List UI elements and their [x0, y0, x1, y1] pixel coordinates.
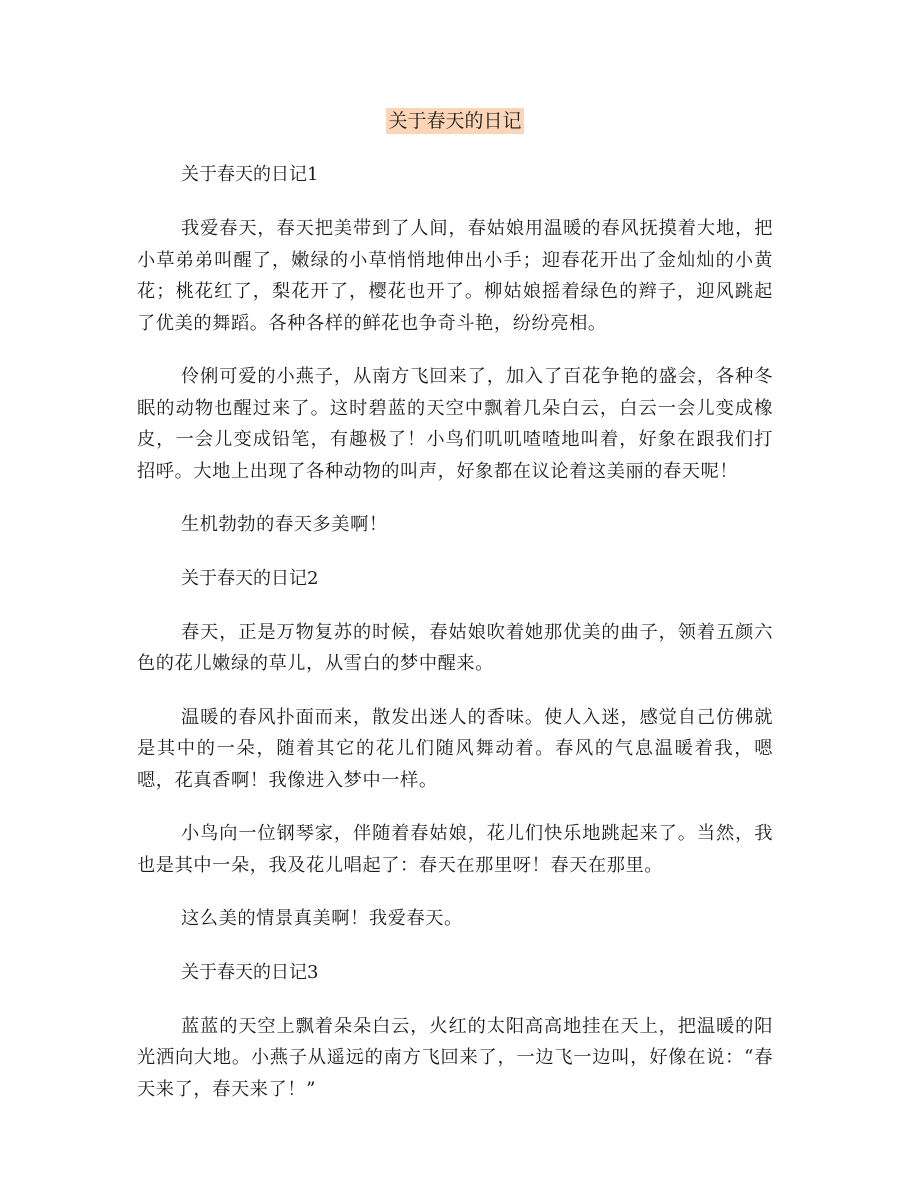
- section-heading: 关于春天的日记3: [181, 961, 319, 983]
- paragraph: 我爱春天，春天把美带到了人间，春姑娘用温暖的春风抚摸着大地，把小草弟弟叫醒了，嫩绿的小草悄悄地伸出小手；迎春花开出了金灿灿的小黄花；桃花红了，梨花开了，樱花也开了。柳姑娘摇着绿色的辫子，迎风跳起了优美的舞蹈。各种各样的鲜花也争奇斗艳，纷纷亮相。: [137, 218, 773, 334]
- paragraph: 温暖的春风扑面而来，散发出迷人的香味。使人入迷，感觉自己仿佛就是其中的一朵，随着其它的花儿们随风舞动着。春风的气息温暖着我，嗯嗯，花真香啊！我像进入梦中一样。: [137, 706, 773, 791]
- section-heading: 关于春天的日记2: [181, 567, 319, 589]
- document-title: [137, 105, 773, 137]
- paragraph: 生机勃勃的春天多美啊！: [181, 514, 388, 535]
- diary-section-3: [137, 957, 773, 1106]
- section-heading: 关于春天的日记1: [181, 164, 319, 185]
- diary-section-1: [137, 159, 773, 541]
- paragraph: 伶俐可爱的小燕子，从南方飞回来了，加入了百花争艳的盛会，各种冬眠的动物也醒过来了。这时碧蓝的天空中飘着几朵白云，白云一会儿变成橡皮，一会儿变成铅笔，有趣极了！小鸟们叽叽喳喳地叫着，好象在跟我们打招呼。大地上出现了各种动物的叫声，好象都在议论着这美丽的春天呢！: [137, 366, 773, 482]
- paragraph: 春天，正是万物复苏的时候，春姑娘吹着她那优美的曲子，领着五颜六色的花儿嫩绿的草儿，从雪白的梦中醒来。: [137, 621, 773, 674]
- document-title-text: 关于春天的日记: [388, 110, 522, 132]
- paragraph: 蓝蓝的天空上飘着朵朵白云，火红的太阳高高地挂在天上，把温暖的阳光洒向大地。小燕子从遥远的南方飞回来了，一边飞一边叫，好像在说：“春天来了，春天来了！”: [137, 1015, 773, 1100]
- paragraph: 这么美的情景真美啊！我爱春天。: [181, 908, 463, 929]
- paragraph: 小鸟向一位钢琴家，伴随着春姑娘，花儿们快乐地跳起来了。当然，我也是其中一朵，我及花儿唱起了：春天在那里呀！春天在那里。: [137, 823, 773, 876]
- document-page: [137, 105, 773, 1127]
- diary-section-2: [137, 563, 773, 935]
